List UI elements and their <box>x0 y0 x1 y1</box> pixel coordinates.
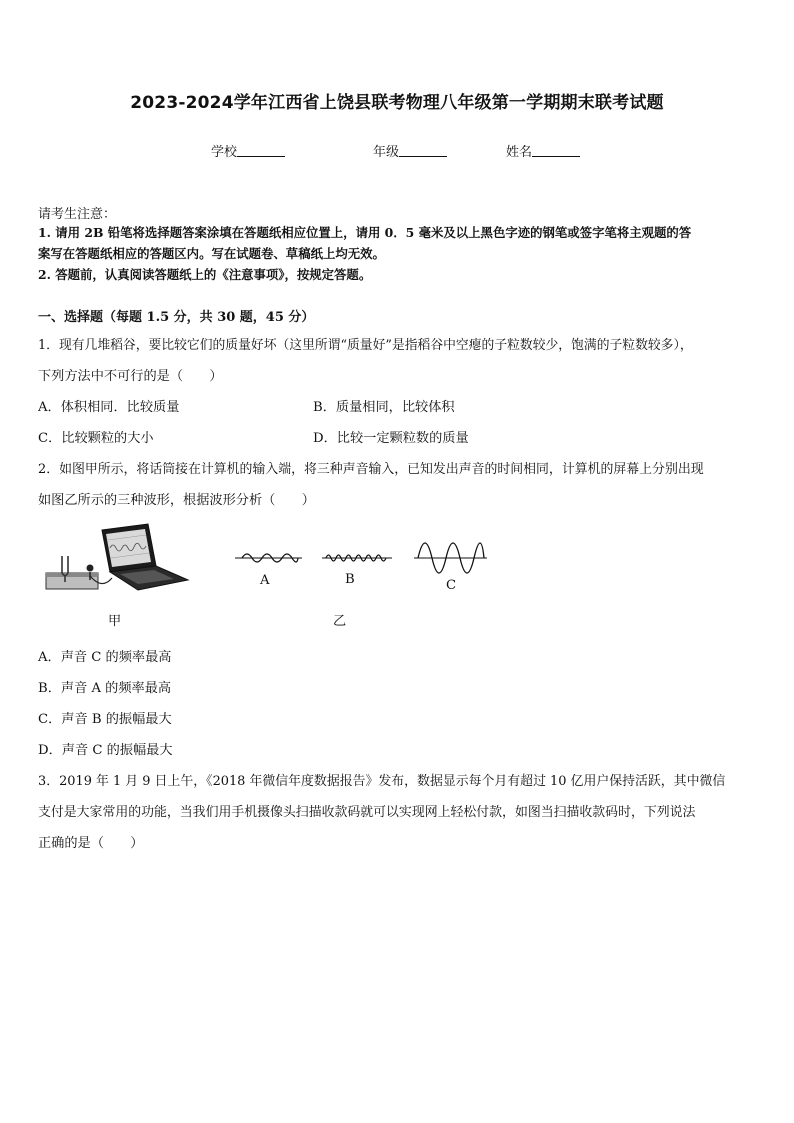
name-field <box>506 141 580 160</box>
figure-jia-label: 甲 <box>108 614 122 629</box>
q2-stem-line-2: 如图乙所示的三种波形，根据波形分析（ ） <box>38 493 315 508</box>
name-label: 姓名 <box>506 145 533 160</box>
q1-stem-line-2: 下列方法中不可行的是（ ） <box>38 369 223 384</box>
q3-stem-line-2: 支付是大家常用的功能，当我们用手机摄像头扫描收款码就可以实现网上轻松付款，如图当扫描收款码时，下列说法 <box>38 805 696 820</box>
q2-option-d: D．声音 C 的振幅最大 <box>38 743 173 758</box>
section-1-heading: 一、选择题（每题 1.5 分，共 30 题，45 分） <box>38 310 315 325</box>
figure-yi-label: 乙 <box>333 614 347 629</box>
q2-option-c: C．声音 B 的振幅最大 <box>38 712 172 727</box>
q1-option-a: A．体积相同．比较质量 <box>38 400 180 415</box>
grade-blank <box>399 144 447 157</box>
notice-item-1-line-1: 1. 请用 2B 铅笔将选择题答案涂填在答题纸相应位置上，请用 0．5 毫米及以上黑色字迹的钢笔或签字笔将主观题的答 <box>38 225 692 240</box>
q2-stem-line-1: 2．如图甲所示，将话筒接在计算机的输入端，将三种声音输入，已知发出声音的时间相同，计算机的屏幕上分别出现 <box>38 462 704 477</box>
notice-heading: 请考生注意： <box>38 207 117 222</box>
q1-option-d: D．比较一定颗粒数的质量 <box>313 431 469 446</box>
q2-option-a: A．声音 C 的频率最高 <box>38 650 172 665</box>
school-blank <box>237 144 285 157</box>
name-blank <box>532 144 580 157</box>
q1-stem-line-1: 1．现有几堆稻谷，要比较它们的质量好坏（这里所谓“质量好”是指稻谷中空瘪的子粒数较少，饱满的子粒数较多）， <box>38 338 693 353</box>
microphone-icon <box>87 565 94 572</box>
school-label: 学校 <box>211 145 238 160</box>
school-field <box>211 141 285 160</box>
grade-field <box>373 141 447 160</box>
q2-option-b: B．声音 A 的频率最高 <box>38 681 172 696</box>
q3-stem-line-1: 3．2019 年 1 月 9 日上午，《2018 年微信年度数据报告》发布，数据显示每个月有超过 10 亿用户保持活跃，其中微信 <box>38 774 726 789</box>
q1-option-c: C．比较颗粒的大小 <box>38 431 154 446</box>
q3-stem-line-3: 正确的是（ ） <box>38 836 144 851</box>
q1-option-b: B．质量相同，比较体积 <box>313 400 455 415</box>
notice-item-1-line-2: 案写在答题纸相应的答题区内。写在试题卷、草稿纸上均无效。 <box>38 246 385 261</box>
grade-label: 年级 <box>373 145 400 160</box>
page-title: 2023-2024学年江西省上饶县联考物理八年级第一学期期末联考试题 <box>130 93 664 113</box>
notice-item-2: 2. 答题前，认真阅读答题纸上的《注意事项》，按规定答题。 <box>38 267 372 282</box>
wave-b-label: B <box>345 572 355 587</box>
wave-a-label: A <box>260 573 270 588</box>
wave-c-label: C <box>446 578 457 593</box>
figure-jia-apparatus <box>40 520 192 602</box>
